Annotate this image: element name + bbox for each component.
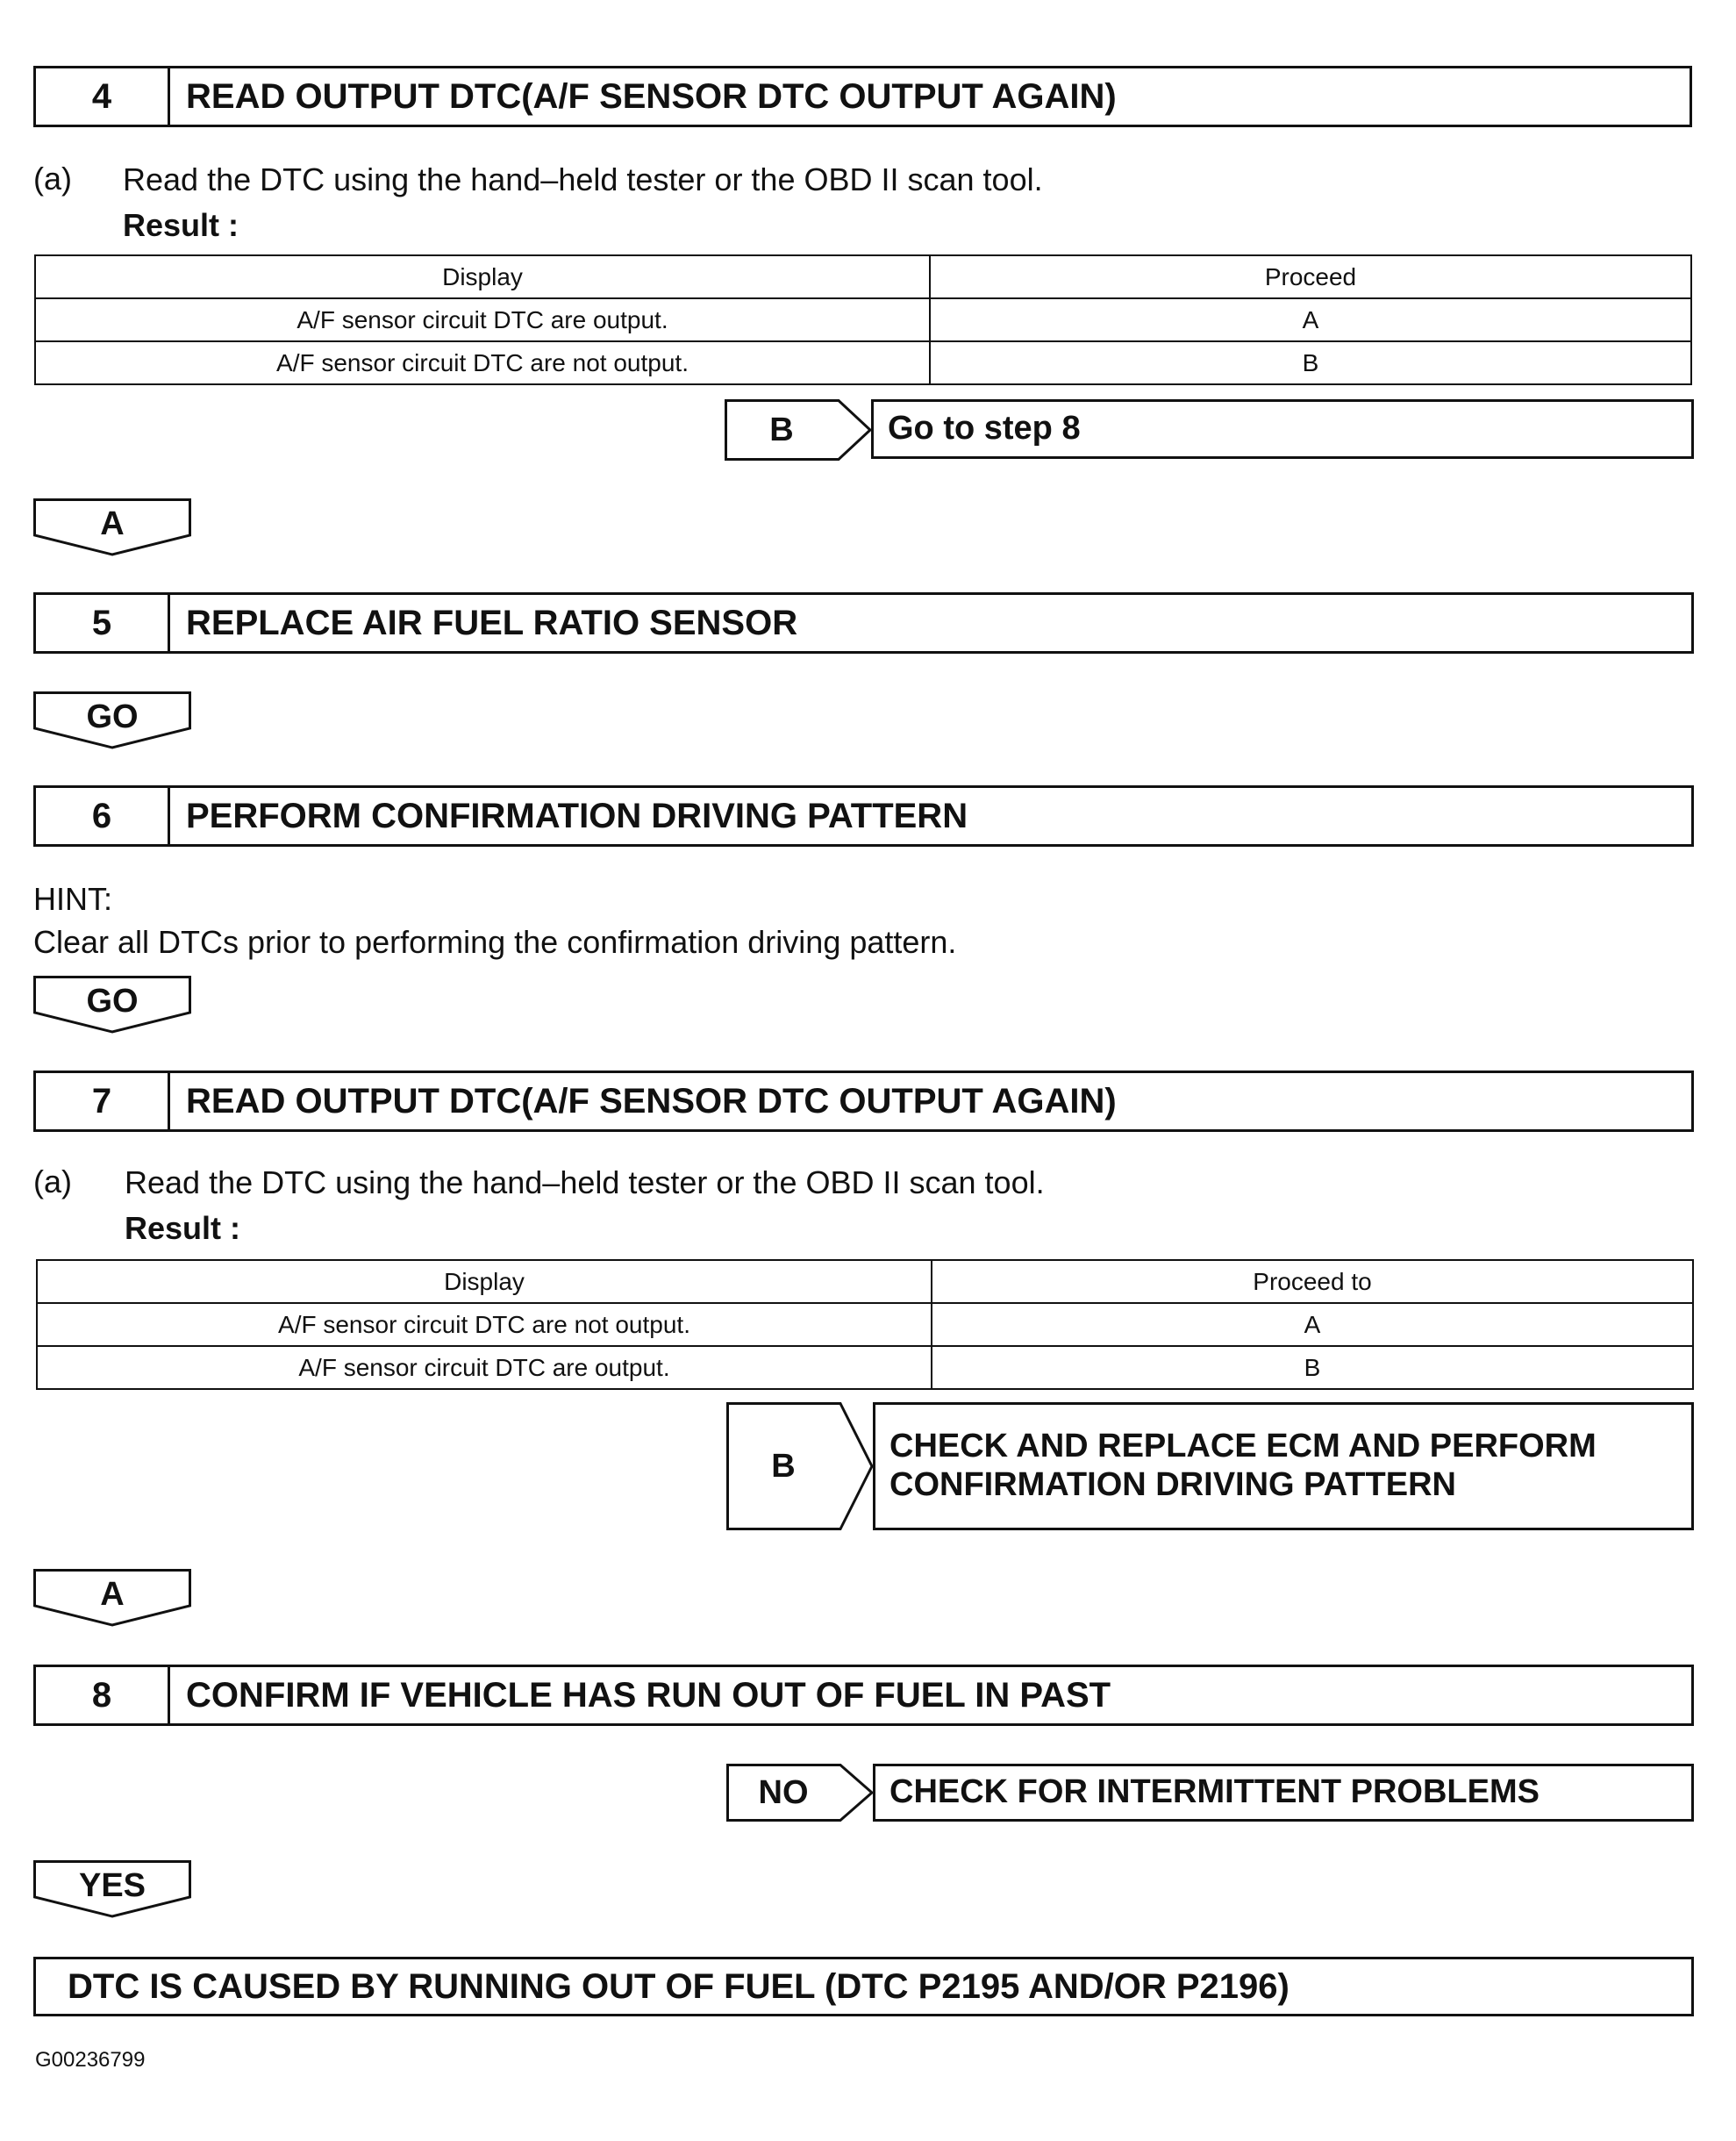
step-4-index: (a) bbox=[33, 161, 72, 197]
step-8-title: CONFIRM IF VEHICLE HAS RUN OUT OF FUEL IN PAST bbox=[186, 1675, 1111, 1715]
table-cell: B bbox=[932, 1346, 1693, 1389]
step-8-branch-text: CHECK FOR INTERMITTENT PROBLEMS bbox=[873, 1764, 1694, 1822]
step-5-number: 5 bbox=[36, 595, 170, 651]
step-7-index: (a) bbox=[33, 1164, 72, 1199]
step-8-next-label: YES bbox=[78, 1867, 146, 1904]
step-7-header bbox=[33, 1070, 1694, 1132]
step-4-result-label: Result : bbox=[123, 207, 239, 243]
table-row bbox=[37, 1346, 1693, 1389]
final-conclusion: DTC IS CAUSED BY RUNNING OUT OF FUEL (DTC P2195 AND/OR P2196) bbox=[33, 1957, 1694, 2016]
step-4-branch-code: B bbox=[769, 411, 794, 448]
header-proceed: Proceed bbox=[930, 255, 1691, 298]
table-row bbox=[35, 298, 1691, 341]
table-cell: A bbox=[930, 298, 1691, 341]
step-5-next-label: GO bbox=[86, 698, 139, 735]
table-cell: A/F sensor circuit DTC are output. bbox=[35, 298, 930, 341]
step-6-hint-label: HINT: bbox=[33, 881, 112, 917]
step-4-instruction: Read the DTC using the hand–held tester or the OBD II scan tool. bbox=[123, 161, 1043, 197]
step-8-header bbox=[33, 1665, 1694, 1726]
header-proceed: Proceed to bbox=[932, 1260, 1693, 1303]
step-7-result-label: Result : bbox=[125, 1210, 241, 1246]
step-7-branch-code: B bbox=[771, 1447, 796, 1485]
step-4-next-label: A bbox=[100, 505, 125, 542]
step-7-branch-line-1: CHECK AND REPLACE ECM AND PERFORM bbox=[889, 1428, 1597, 1465]
step-7-instruction: Read the DTC using the hand–held tester or the OBD II scan tool. bbox=[125, 1164, 1045, 1200]
table-row bbox=[35, 341, 1691, 384]
table-header-row bbox=[37, 1260, 1693, 1303]
step-6-header bbox=[33, 785, 1694, 847]
header-display: Display bbox=[35, 255, 930, 298]
step-4-branch-text: Go to step 8 bbox=[871, 399, 1694, 459]
step-6-next-label: GO bbox=[86, 983, 139, 1020]
step-4-header bbox=[33, 66, 1692, 127]
step-6-hint-text: Clear all DTCs prior to performing the confirmation driving pattern. bbox=[33, 924, 957, 960]
table-cell: A/F sensor circuit DTC are not output. bbox=[35, 341, 930, 384]
step-4-number: 4 bbox=[36, 68, 170, 125]
header-display: Display bbox=[37, 1260, 932, 1303]
table-cell: A bbox=[932, 1303, 1693, 1346]
table-cell: B bbox=[930, 341, 1691, 384]
step-8-number: 8 bbox=[36, 1667, 170, 1723]
step-4-result-table bbox=[34, 254, 1692, 385]
step-5-title: REPLACE AIR FUEL RATIO SENSOR bbox=[186, 603, 798, 642]
step-7-branch-text bbox=[873, 1402, 1694, 1530]
step-8-branch-code: NO bbox=[758, 1773, 809, 1811]
table-row bbox=[37, 1303, 1693, 1346]
table-header-row bbox=[35, 255, 1691, 298]
step-7-title: READ OUTPUT DTC(A/F SENSOR DTC OUTPUT AGAIN) bbox=[186, 1081, 1117, 1121]
step-7-branch-line-2: CONFIRMATION DRIVING PATTERN bbox=[889, 1466, 1456, 1503]
step-6-number: 6 bbox=[36, 788, 170, 844]
table-cell: A/F sensor circuit DTC are not output. bbox=[37, 1303, 932, 1346]
figure-code: G00236799 bbox=[35, 2048, 146, 2072]
step-5-header bbox=[33, 592, 1694, 654]
table-cell: A/F sensor circuit DTC are output. bbox=[37, 1346, 932, 1389]
step-7-next-label: A bbox=[100, 1576, 125, 1613]
step-7-number: 7 bbox=[36, 1073, 170, 1129]
step-6-title: PERFORM CONFIRMATION DRIVING PATTERN bbox=[186, 796, 968, 835]
step-7-result-table bbox=[36, 1259, 1694, 1390]
step-4-title: READ OUTPUT DTC(A/F SENSOR DTC OUTPUT AGAIN) bbox=[186, 76, 1117, 116]
